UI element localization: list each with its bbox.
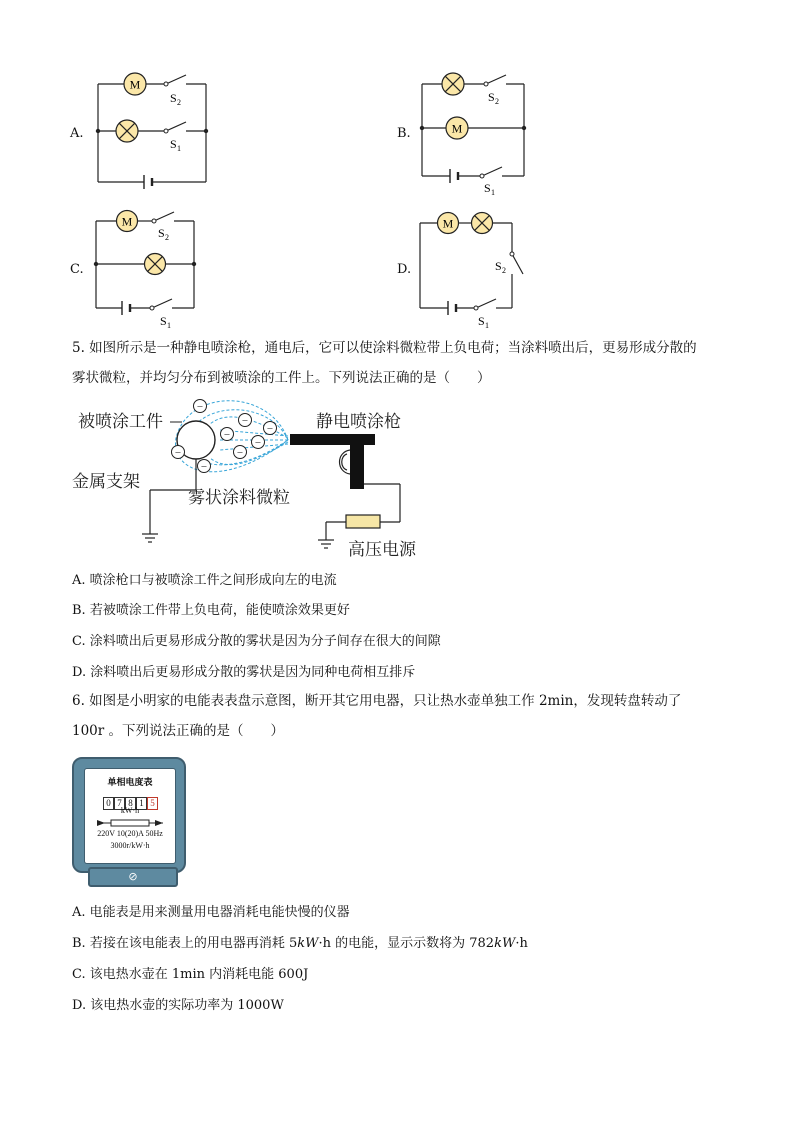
circuit-c-diagram: [88, 204, 203, 332]
q5-option-b[interactable]: B. 若被喷涂工件带上负电荷，能使喷涂效果更好: [72, 603, 350, 618]
svg-text:−: −: [241, 415, 249, 427]
meter-spec: 220V 10(20)A 50Hz: [97, 829, 163, 838]
svg-text:−: −: [200, 461, 208, 473]
gun-label: 静电喷涂枪: [316, 412, 401, 432]
svg-text:2: 2: [165, 233, 169, 242]
q5-stem-line1: 5. 如图所示是一种静电喷涂枪，通电后，它可以使涂料微粒带上负电荷；当涂料喷出后，更易形成分散的: [72, 340, 697, 356]
option-a-letter: A.: [70, 126, 84, 141]
circuit-a-diagram: [90, 64, 215, 189]
circuit-d-diagram: [412, 204, 532, 334]
svg-text:2: 2: [502, 266, 506, 275]
svg-text:S: S: [484, 181, 491, 195]
workpiece-label: 被喷涂工件: [78, 412, 163, 432]
svg-text:S: S: [478, 314, 485, 328]
svg-text:−: −: [236, 447, 244, 459]
meter-dial-icon: [97, 819, 163, 827]
svg-text:1: 1: [491, 188, 495, 197]
svg-text:S: S: [495, 259, 502, 273]
svg-text:M: M: [121, 214, 133, 229]
option-b-letter: B.: [397, 126, 411, 141]
ground-icon: [142, 534, 158, 542]
q5-stem-line2: 雾状微粒，并均匀分布到被喷涂的工件上。下列说法正确的是（ ）: [72, 370, 491, 386]
spray-gun-icon: [290, 434, 375, 445]
unit-kw: kW: [494, 936, 516, 951]
meter-digit: 0: [103, 797, 114, 810]
meter-rate: 3000r/kW·h: [110, 841, 150, 850]
svg-text:−: −: [266, 423, 274, 435]
ground-icon: [318, 540, 334, 548]
electricity-meter: [72, 757, 186, 873]
svg-text:1: 1: [177, 144, 181, 153]
svg-text:−: −: [254, 437, 262, 449]
q6-option-a[interactable]: A. 电能表是用来测量用电器消耗电能快慢的仪器: [72, 905, 350, 920]
svg-text:S: S: [158, 226, 165, 240]
power-label: 高压电源: [348, 540, 416, 560]
meter-digit: 8: [125, 797, 136, 810]
q6-stem-line1: 6. 如图是小明家的电能表表盘示意图，断开其它用电器，只让热水壶单独工作 2min，发现转盘转动了: [72, 693, 682, 709]
meter-digit: 1: [136, 797, 147, 810]
unit-kw: kW: [297, 936, 319, 951]
svg-text:2: 2: [495, 97, 499, 106]
svg-text:−: −: [223, 429, 231, 441]
particles-label: 雾状涂料微粒: [188, 488, 290, 508]
q6-stem-line2: 100r 。下列说法正确的是（ ）: [72, 723, 285, 739]
q5-option-c[interactable]: C. 涂料喷出后更易形成分散的雾状是因为分子间存在很大的间隙: [72, 634, 441, 649]
meter-base: [88, 867, 178, 887]
svg-text:M: M: [442, 216, 454, 231]
circuit-b-diagram: [414, 64, 539, 199]
q5-option-a[interactable]: A. 喷涂枪口与被喷涂工件之间形成向左的电流: [72, 573, 337, 588]
q6-option-b[interactable]: [72, 932, 528, 951]
option-c-letter: C.: [70, 262, 84, 277]
svg-text:S: S: [488, 90, 495, 104]
q6-option-c[interactable]: C. 该电热水壶在 1min 内消耗电能 600J: [72, 967, 309, 982]
svg-text:M: M: [451, 121, 463, 136]
svg-text:1: 1: [485, 321, 489, 330]
q5-option-d[interactable]: D. 涂料喷出后更易形成分散的雾状是因为同种电荷相互排斥: [72, 665, 416, 680]
svg-text:2: 2: [177, 98, 181, 107]
option-d-letter: D.: [397, 262, 412, 277]
svg-text:S: S: [170, 137, 177, 151]
svg-text:S: S: [160, 314, 167, 328]
power-supply-icon: [346, 515, 380, 528]
q6-option-b-text: ·h 的电能，显示示数将为 782: [318, 936, 495, 951]
svg-text:S: S: [170, 91, 177, 105]
svg-text:1: 1: [167, 321, 171, 330]
q6-option-b-text: ·h: [515, 936, 528, 951]
q6-option-d[interactable]: D. 该电热水壶的实际功率为 1000W: [72, 998, 284, 1013]
q6-option-b-text: B. 若接在该电能表上的用电器再消耗 5: [72, 936, 298, 951]
svg-text:−: −: [196, 401, 204, 413]
svg-text:M: M: [129, 77, 141, 92]
meter-unit: kW·h: [120, 806, 140, 815]
meter-title: 单相电度表: [107, 778, 153, 788]
q5-spray-gun-figure: [70, 392, 430, 562]
meter-digit: 5: [147, 797, 158, 810]
svg-text:−: −: [174, 447, 182, 459]
bracket-label: 金属支架: [72, 472, 140, 492]
meter-digit: 7: [114, 797, 125, 810]
meter-knob-icon: ⊘: [128, 870, 138, 883]
